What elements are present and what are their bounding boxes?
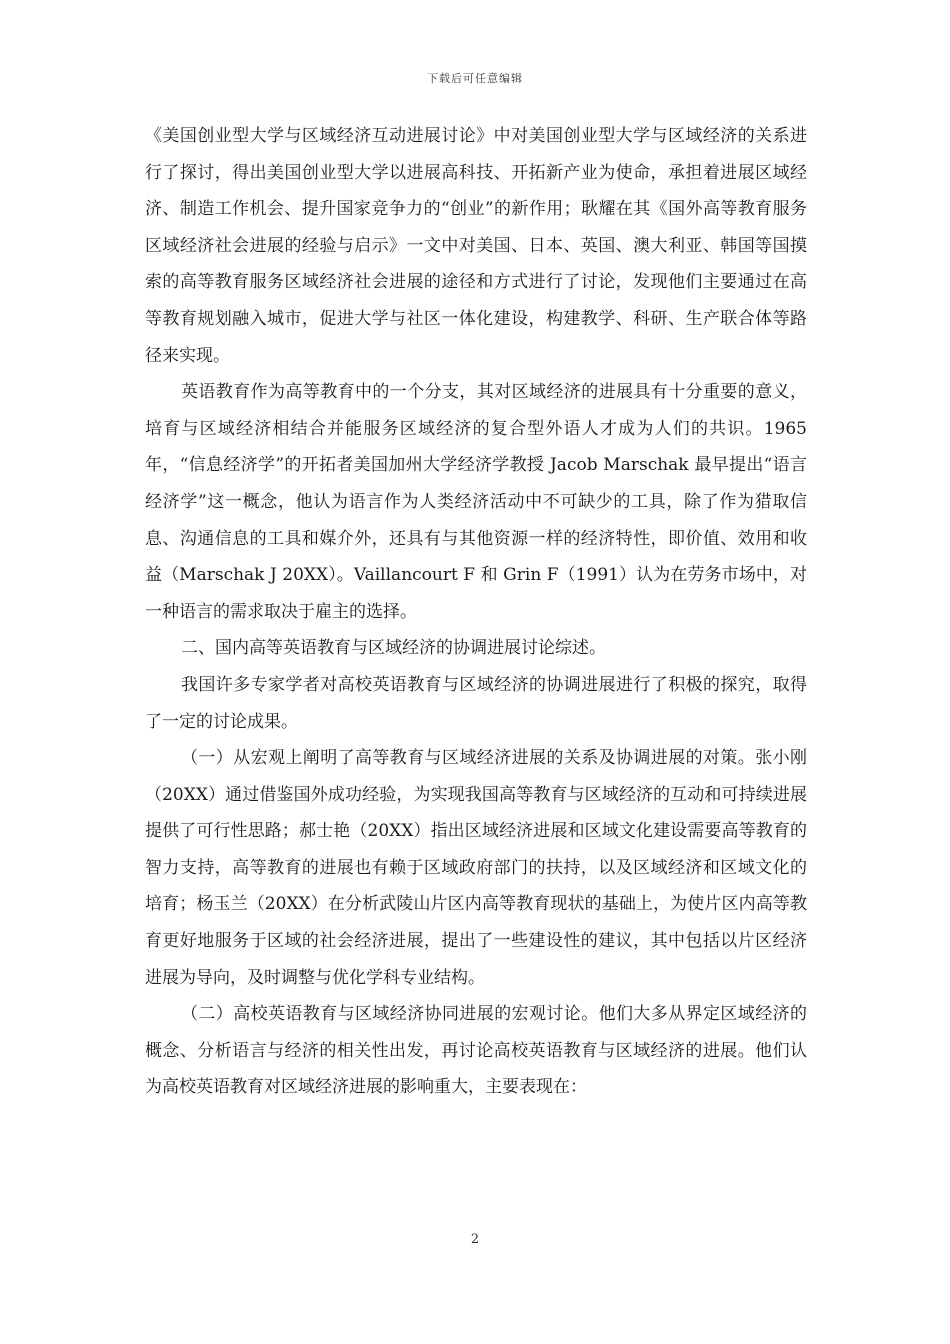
page-number: 2 xyxy=(470,1232,480,1247)
section-heading-2: 二、国内高等英语教育与区域经济的协调进展讨论综述。 xyxy=(181,638,606,659)
paragraph-2: 英语教育作为高等教育中的一个分支，其对区域经济的进展具有十分重要的意义，培育与区域经济相结合并能服务区域经济的复合型外语人才成为人们的共识。1965年，“信息经济学”的开拓者美国加州大学经济学教授 Jacob Marschak 最早提出“语言经济学”这一概念，他认为语言作为人类经济活动中不可缺少的工具，除了作为猎取信息、沟通信息的工具和媒介外，还具有与其他资源一样的经济特性，即价值、效用和收益（Marschak J 20XX）。Vaillancourt F 和 Grin F（1991）认为在劳务市场中，对一种语言的需求取决于雇主的选择。 xyxy=(145,382,807,622)
paragraph-5: （二）高校英语教育与区域经济协同进展的宏观讨论。他们大多从界定区域经济的概念、分析语言与经济的相关性出发，再讨论高校英语教育与区域经济的进展。他们认为高校英语教育对区域经济进展的影响重大，主要表现在： xyxy=(145,1004,807,1098)
paragraph-1: 《美国创业型大学与区域经济互动进展讨论》中对美国创业型大学与区域经济的关系进行了探讨，得出美国创业型大学以进展高科技、开拓新产业为使命，承担着进展区域经济、制造工作机会、提升国家竞争力的“创业”的新作用；耿耀在其《国外高等教育服务区域经济社会进展的经验与启示》一文中对美国、日本、英国、澳大利亚、韩国等国摸索的高等教育服务区域经济社会进展的途径和方式进行了讨论，发现他们主要通过在高等教育规划融入城市，促进大学与社区一体化建设，构建教学、科研、生产联合体等路径来实现。 xyxy=(145,126,807,366)
page-header: 下载后可任意编辑 xyxy=(427,72,523,85)
document-body xyxy=(145,118,807,1106)
paragraph-4: （一）从宏观上阐明了高等教育与区域经济进展的关系及协调进展的对策。张小刚（20XX）通过借鉴国外成功经验，为实现我国高等教育与区域经济的互动和可持续进展提供了可行性思路；郝士艳（20XX）指出区域经济进展和区域文化建设需要高等教育的智力支持，高等教育的进展也有赖于区域政府部门的扶持，以及区域经济和区域文化的培育；杨玉兰（20XX）在分析武陵山片区内高等教育现状的基础上，为使片区内高等教育更好地服务于区域的社会经济进展，提出了一些建设性的建议，其中包括以片区经济进展为导向，及时调整与优化学科专业结构。 xyxy=(145,748,807,988)
paragraph-3: 我国许多专家学者对高校英语教育与区域经济的协调进展进行了积极的探究，取得了一定的讨论成果。 xyxy=(145,674,807,732)
